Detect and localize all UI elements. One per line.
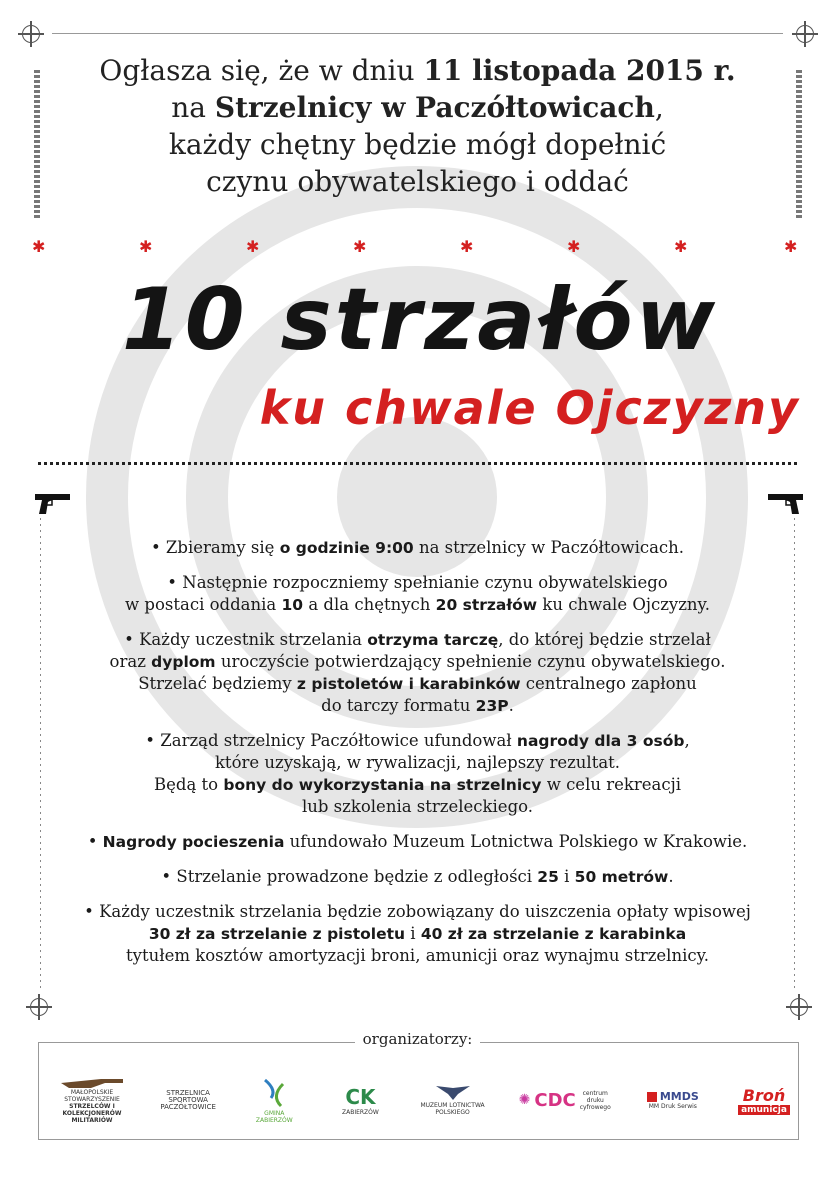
main-subtitle: ku chwale Ojczyzny bbox=[259, 381, 800, 435]
detail-item bbox=[60, 901, 775, 967]
main-title: 10 strzałów bbox=[121, 270, 719, 370]
text-run: • Zbieramy się bbox=[150, 538, 280, 557]
highlight-run: 10 bbox=[281, 596, 304, 614]
detail-item bbox=[60, 831, 775, 853]
highlight-run: z pistoletów i karabinków bbox=[296, 675, 521, 693]
detail-item bbox=[60, 537, 775, 559]
text-run: i bbox=[558, 867, 575, 886]
logo-gmina-zabierzow bbox=[244, 1076, 304, 1124]
text-run: • Każdy uczestnik strzelania będzie zobowiązany do uiszczenia opłaty wpisowej bbox=[84, 902, 751, 921]
intro-text-run: na bbox=[171, 91, 215, 124]
text-run: centralnego zapłonu bbox=[520, 674, 697, 693]
logo-text: druku bbox=[586, 1096, 604, 1104]
logo-strzelnica-paczoltowice bbox=[158, 1090, 218, 1111]
detail-item bbox=[60, 572, 775, 616]
highlight-run: 30 zł za strzelanie z pistoletu bbox=[148, 925, 406, 943]
organizers-label-text: organizatorzy: bbox=[355, 1030, 481, 1048]
logo-text: STRZELCÓW I KOLEKCJONERÓW bbox=[62, 1102, 122, 1117]
logo-ck-zabierzow bbox=[330, 1085, 390, 1116]
cdc-caption bbox=[580, 1090, 611, 1111]
highlight-run: Nagrody pocieszenia bbox=[102, 833, 285, 851]
logo-text: ZABIERZÓW bbox=[342, 1108, 379, 1116]
star-icon: ✱ bbox=[139, 237, 153, 256]
dotted-divider bbox=[38, 462, 797, 465]
highlight-run: 40 zł za strzelanie z karabinka bbox=[420, 925, 687, 943]
star-icon: ✱ bbox=[674, 237, 688, 256]
logo-text: amunicja bbox=[738, 1105, 790, 1115]
logo-text: GMINA bbox=[264, 1110, 285, 1117]
left-dashed-line bbox=[40, 518, 41, 988]
logo-text: CK bbox=[345, 1084, 376, 1109]
pistol-icon bbox=[34, 490, 72, 516]
logo-text: centrum bbox=[582, 1089, 608, 1097]
details-body bbox=[60, 537, 775, 980]
eagle-wings-icon bbox=[436, 1084, 470, 1102]
intro-text-run: , bbox=[654, 91, 664, 124]
detail-item bbox=[60, 866, 775, 888]
logo-text: STRZELNICA SPORTOWA bbox=[166, 1088, 210, 1104]
logo-text: Broń bbox=[742, 1085, 786, 1105]
text-run: • bbox=[87, 832, 103, 851]
intro-text-run: Ogłasza się, że w dniu bbox=[99, 54, 424, 87]
logo-bron-amunicja bbox=[731, 1086, 797, 1115]
logo-text: PACZÓŁTOWICE bbox=[160, 1102, 216, 1111]
star-icon: ✱ bbox=[567, 237, 581, 256]
intro-line-4: czynu obywatelskiego i oddać bbox=[206, 165, 629, 198]
text-run: w celu rekreacji bbox=[541, 775, 681, 794]
logo-text: MILITARIÓW bbox=[71, 1116, 113, 1124]
highlight-run: bony do wykorzystania na strzelnicy bbox=[223, 776, 542, 794]
text-run: • Zarząd strzelnicy Paczółtowice ufundował bbox=[145, 731, 517, 750]
organizer-logos bbox=[52, 1070, 797, 1130]
text-run: do tarczy formatu bbox=[321, 696, 476, 715]
intro-line-1 bbox=[60, 52, 775, 89]
intro-line-2 bbox=[60, 89, 775, 126]
logo-text: ZABIERZÓW bbox=[255, 1117, 293, 1124]
text-run: • Następnie rozpoczniemy spełnianie czynu obywatelskiego bbox=[167, 573, 668, 592]
text-run: uroczyście potwierdzający spełnienie czynu obywatelskiego. bbox=[215, 652, 726, 671]
event-date: 11 listopada 2015 r. bbox=[423, 54, 736, 87]
intro-line-3: każdy chętny będzie mógł dopełnić bbox=[168, 128, 667, 161]
text-run: które uzyskają, w rywalizacji, najlepszy rezultat. bbox=[214, 753, 621, 772]
star-icon: ✱ bbox=[460, 237, 474, 256]
logo-cdc bbox=[515, 1090, 615, 1111]
organizers-label bbox=[0, 1030, 835, 1048]
logo-text: MUZEUM LOTNICTWA bbox=[420, 1102, 485, 1109]
crosshair-icon bbox=[30, 998, 48, 1016]
logo-stowarzyszenie-strzelcow bbox=[52, 1077, 132, 1124]
highlight-run: 50 metrów bbox=[574, 868, 669, 886]
star-icon: ✱ bbox=[353, 237, 367, 256]
highlight-run: 23P bbox=[475, 697, 509, 715]
text-run: tytułem kosztów amortyzacji broni, amunicji oraz wynajmu strzelnicy. bbox=[126, 946, 709, 965]
logo-text: MM Druk Serwis bbox=[648, 1103, 697, 1110]
right-decor-bar bbox=[796, 70, 802, 220]
logo-text: CDC bbox=[534, 1089, 576, 1111]
text-run: , bbox=[684, 731, 690, 750]
text-run: i bbox=[405, 924, 421, 943]
crosshair-icon bbox=[796, 25, 814, 43]
highlight-run: dyplom bbox=[151, 653, 216, 671]
star-icon: ✱ bbox=[32, 237, 46, 256]
text-run: Będą to bbox=[154, 775, 224, 794]
rifle-icon bbox=[61, 1077, 123, 1089]
highlight-run: 25 bbox=[537, 868, 559, 886]
logo-text: POLSKIEGO bbox=[435, 1109, 470, 1116]
mmds-row bbox=[647, 1090, 699, 1103]
logo-mmds bbox=[641, 1090, 705, 1110]
highlight-run: nagrody dla 3 osób bbox=[516, 732, 685, 750]
text-run: w postaci oddania bbox=[125, 595, 282, 614]
text-run: . bbox=[508, 696, 514, 715]
intro-text bbox=[60, 52, 775, 200]
right-dashed-line bbox=[794, 518, 795, 988]
text-run: oraz bbox=[109, 652, 152, 671]
highlight-run: o godzinie 9:00 bbox=[279, 539, 414, 557]
mmds-square-icon bbox=[647, 1092, 657, 1102]
text-run: ku chwale Ojczyzny. bbox=[537, 595, 710, 614]
text-run: na strzelnicy w Paczółtowicach. bbox=[413, 538, 685, 557]
logo-text: cyfrowego bbox=[579, 1103, 611, 1111]
star-icon: ✱ bbox=[784, 237, 798, 256]
text-run: lub szkolenia strzeleckiego. bbox=[301, 797, 534, 816]
pistol-icon bbox=[766, 490, 804, 516]
text-run: • Każdy uczestnik strzelania bbox=[124, 630, 368, 649]
detail-item bbox=[60, 629, 775, 717]
logo-text: MMDS bbox=[659, 1090, 699, 1103]
text-run: . bbox=[668, 867, 674, 886]
text-run: • Strzelanie prowadzone będzie z odległości bbox=[161, 867, 538, 886]
text-run: ufundowało Muzeum Lotnictwa Polskiego w Krakowie. bbox=[284, 832, 748, 851]
text-run: a dla chętnych bbox=[303, 595, 436, 614]
logo-text: MAŁOPOLSKIE STOWARZYSZENIE bbox=[64, 1088, 120, 1103]
star-icon: ✱ bbox=[246, 237, 260, 256]
text-run: Strzelać będziemy bbox=[138, 674, 297, 693]
crosshair-icon bbox=[22, 25, 40, 43]
cdc-dots-icon: ✺ bbox=[518, 1092, 531, 1108]
crosshair-icon bbox=[790, 998, 808, 1016]
venue-name: Strzelnicy w Paczółtowicach bbox=[214, 91, 655, 124]
gmina-emblem-icon bbox=[257, 1076, 291, 1110]
left-decor-bar bbox=[34, 70, 40, 220]
top-rule bbox=[52, 33, 783, 34]
detail-item bbox=[60, 730, 775, 818]
logo-muzeum-lotnictwa bbox=[417, 1084, 489, 1116]
highlight-run: 20 strzałów bbox=[435, 596, 538, 614]
highlight-run: otrzyma tarczę bbox=[367, 631, 499, 649]
text-run: , do której będzie strzelał bbox=[498, 630, 711, 649]
